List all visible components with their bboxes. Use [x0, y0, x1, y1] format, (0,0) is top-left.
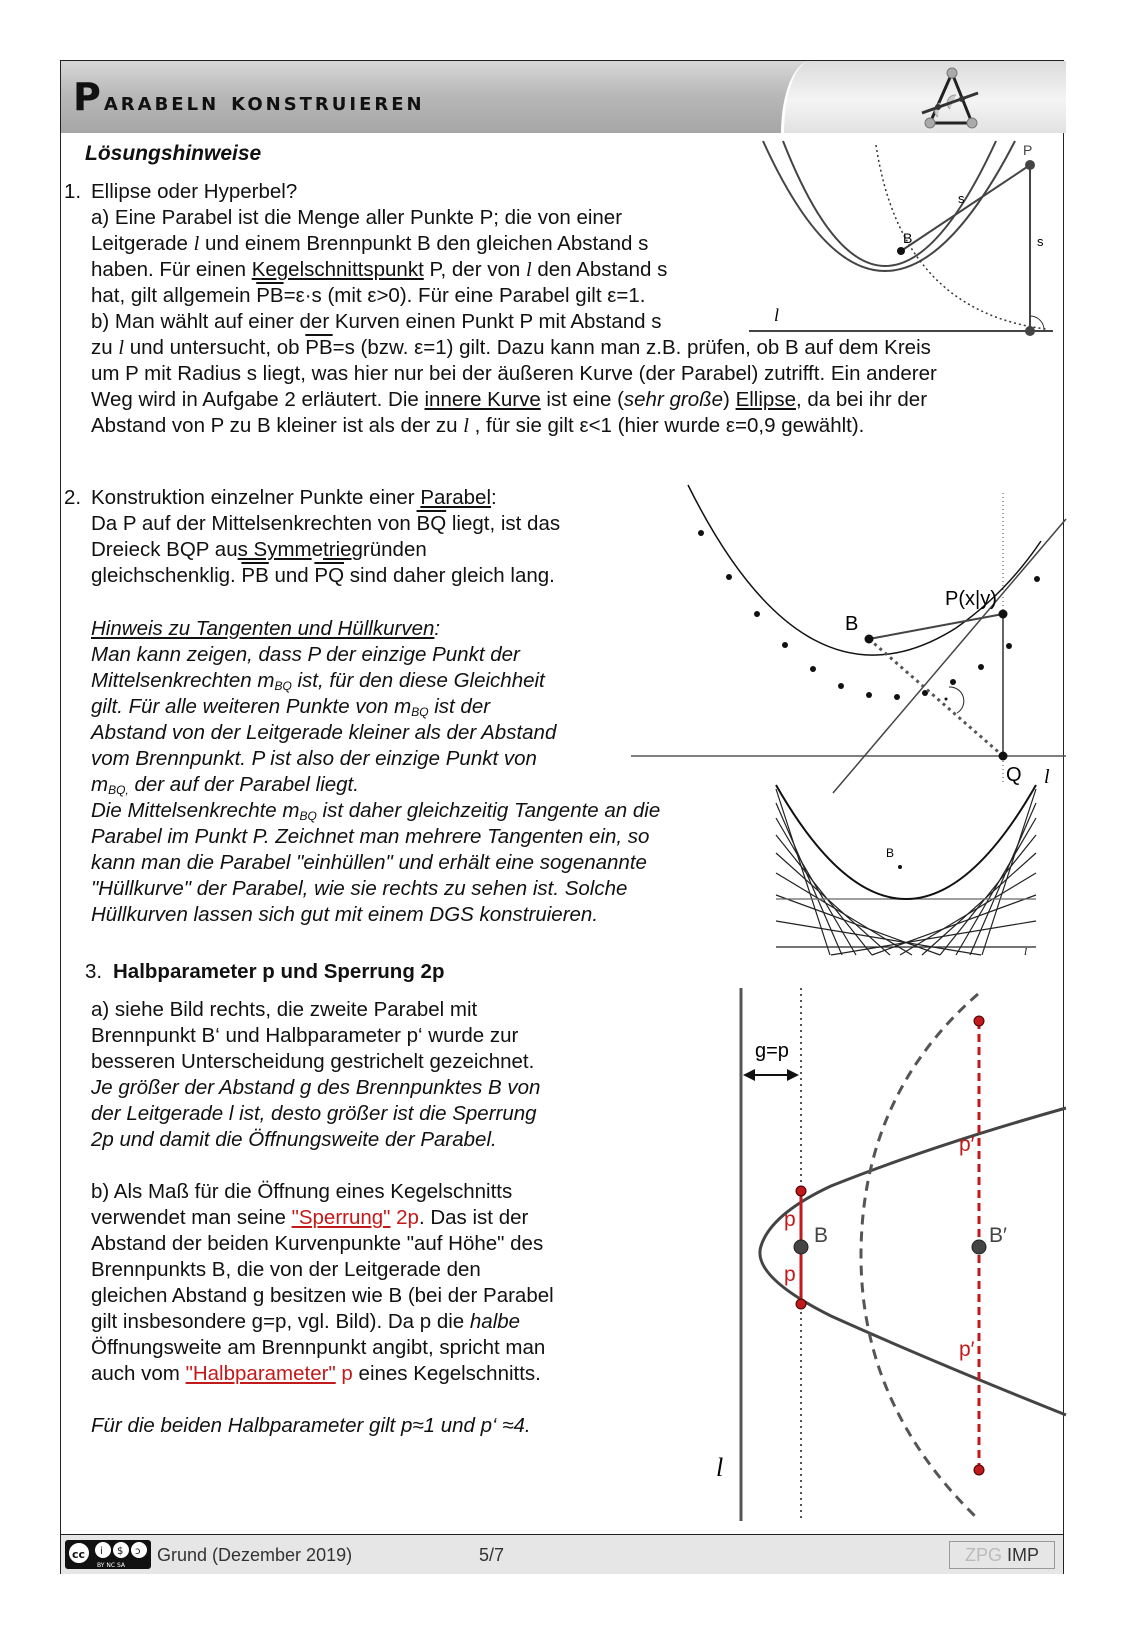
svg-text:p′: p′ [959, 1133, 975, 1156]
s3-b-line: Brennpunkts B, die von der Leitgerade den [91, 1258, 481, 1281]
s1-line: a) Eine Parabel ist die Menge aller Punkte P; die von einer [91, 206, 623, 229]
footer [61, 1534, 1063, 1574]
halbparameter-link[interactable]: "Halbparameter" [185, 1362, 336, 1385]
svg-text:l: l [716, 1453, 724, 1482]
s1-line: Weg wird in Aufgabe 2 erläutert. Die innere Kurve ist eine (sehr große) Ellipse, da bei ihr der [91, 388, 928, 411]
svg-text:g=p: g=p [755, 1040, 789, 1062]
point-construction-figure [626, 483, 1066, 788]
hint-line: Man kann zeigen, dass P der einzige Punkt der [91, 643, 520, 666]
svg-text:l: l [1044, 766, 1050, 788]
svg-text:B′: B′ [989, 1224, 1007, 1247]
section-1-number: 1. [64, 180, 82, 203]
s3-b-line: gilt insbesondere g=p, vgl. Bild). Da p die halbe [91, 1310, 521, 1333]
s3-conclusion: Für die beiden Halbparameter gilt p≈1 und p‘ ≈4. [91, 1414, 531, 1437]
s2-line: gleichschenklig. $\overline{PB}$ und $\overline{PQ}$ sind daher gleich lang. [91, 564, 555, 587]
solutions-heading: Lösungshinweise [85, 142, 262, 165]
s2-line: Da P auf der Mittelsenkrechten von $\overline{BQ}$ liegt, ist das [91, 512, 561, 535]
header-band [61, 61, 1063, 133]
svg-text:s: s [1037, 234, 1044, 249]
s1-line: haben. Für einen Kegelschnittspunkt P, der von l den Abstand s [91, 258, 668, 281]
s3-a-italic: Je größer der Abstand g des Brennpunktes B von [91, 1076, 541, 1099]
svg-text:l: l [774, 305, 780, 325]
svg-text:BY NC SA: BY NC SA [97, 1562, 125, 1569]
hint-line: Hüllkurven lassen sich gut mit einem DGS konstruieren. [91, 903, 599, 926]
page-title: Parabeln konstruieren [73, 75, 425, 119]
triangle-geometry-logo-icon [916, 65, 986, 129]
footer-author: Grund (Dezember 2019) [157, 1545, 353, 1565]
svg-text:P(x|y): P(x|y) [945, 588, 997, 610]
s1-line: Abstand von P zu B kleiner ist als der zu l , für sie gilt ε<1 (hier wurde ε=0,9 gewählt). [91, 414, 865, 437]
s3-b-line: b) Als Maß für die Öffnung eines Kegelschnitts [91, 1180, 513, 1203]
s3-b-line: Öffnungsweite am Brennpunkt angibt, spricht man [91, 1336, 546, 1359]
svg-text:p: p [784, 1263, 796, 1286]
s3-b-line: gleichen Abstand g besitzen wie B (bei der Parabel [91, 1284, 554, 1307]
s3-a-line: a) siehe Bild rechts, die zweite Parabel mit [91, 998, 478, 1021]
hint-title: Hinweis zu Tangenten und Hüllkurven: [91, 617, 441, 640]
section-3-number: 3. [85, 960, 103, 983]
section-2-title: Konstruktion einzelner Punkte einer Parabel: [91, 486, 497, 509]
hint-line: Die Mittelsenkrechte $m_{BQ}$ ist daher gleichzeitig Tangente an die [91, 799, 661, 823]
ellipse-parabola-figure [741, 141, 1066, 341]
s2-line: Dreieck BQP aus Symmetriegründen [91, 538, 427, 561]
svg-text:P: P [1023, 142, 1033, 158]
svg-text:cc: cc [72, 1548, 86, 1561]
s3-a-italic: 2p und damit die Öffnungsweite der Parabel. [91, 1128, 497, 1151]
hint-line: gilt. Für alle weiteren Punkte von $m_{BQ}$ ist der [91, 695, 491, 719]
svg-text:Q: Q [1006, 764, 1022, 786]
s3-b-line: verwendet man seine "Sperrung" 2p. Das ist der [91, 1206, 529, 1229]
cc-by-nc-sa-icon[interactable] [65, 1540, 151, 1569]
svg-text:B: B [886, 846, 895, 860]
section-3-title: Halbparameter p und Sperrung 2p [113, 960, 445, 983]
hint-line: Abstand von der Leitgerade kleiner als der Abstand [91, 721, 557, 744]
s1-line: hat, gilt allgemein $\overline{PB}=\varepsilon\cdot s$ (mit ε>0). Für eine Parabel gilt ε=1. [91, 284, 646, 307]
hint-line: kann man die Parabel "einhüllen" und erhält eine sogenannte [91, 851, 647, 874]
svg-text:$: $ [117, 1546, 124, 1557]
s1-line: um P mit Radius s liegt, was hier nur bei der äußeren Kurve (der Parabel) zutrifft. Ein anderer [91, 362, 937, 385]
hint-line: Parabel im Punkt P. Zeichnet man mehrere Tangenten ein, so [91, 825, 650, 848]
section-2-number: 2. [64, 486, 82, 509]
s3-b-line: auch vom "Halbparameter" p eines Kegelschnitts. [91, 1362, 541, 1385]
s3-a-line: besseren Unterscheidung gestrichelt gezeichnet. [91, 1050, 535, 1073]
svg-text:p′: p′ [959, 1338, 975, 1361]
svg-text:ɔ: ɔ [135, 1546, 141, 1557]
worksheet-page [60, 60, 1064, 1574]
s1-line: Leitgerade l und einem Brennpunkt B den gleichen Abstand s [91, 232, 649, 255]
s1-line: b) Man wählt auf einer der Kurven einen Punkt P mit Abstand s [91, 310, 662, 333]
svg-text:l: l [1024, 946, 1028, 958]
hint-line: vom Brennpunkt. P ist also der einzige Punkt von [91, 747, 537, 770]
s3-a-line: Brennpunkt B‘ und Halbparameter p‘ wurde zur [91, 1024, 519, 1047]
hint-line: "Hüllkurve" der Parabel, wie sie rechts zu sehen ist. Solche [91, 877, 628, 900]
halbparameter-figure [621, 986, 1066, 1531]
svg-text:B: B [903, 230, 913, 246]
footer-page-number: 5/7 [479, 1545, 505, 1565]
section-1-title: Ellipse oder Hyperbel? [91, 180, 298, 203]
envelope-curve-figure [776, 783, 1036, 958]
svg-text:B: B [814, 1224, 829, 1247]
hint-line: $m_{BQ,}$ der auf der Parabel liegt. [91, 773, 359, 797]
s1-line: zu l und untersucht, ob $\overline{PB}=s$ (bzw. ε=1) gilt. Dazu kann man z.B. prüfen, ob B auf dem Kreis [91, 336, 931, 359]
svg-text:B: B [845, 613, 859, 635]
svg-text:p: p [784, 1208, 796, 1231]
sperrung-link[interactable]: "Sperrung" [291, 1206, 391, 1229]
s3-b-line: Abstand der beiden Kurvenpunkte "auf Höhe" des [91, 1232, 544, 1255]
hint-line: Mittelsenkrechten $m_{BQ}$ ist, für den diese Gleichheit [91, 669, 545, 693]
svg-text:s: s [958, 191, 965, 206]
zpg-imp-logo[interactable]: ZPG IMP [949, 1541, 1055, 1569]
svg-text:i: i [100, 1546, 103, 1557]
s3-a-italic: der Leitgerade l ist, desto größer ist die Sperrung [91, 1102, 537, 1125]
